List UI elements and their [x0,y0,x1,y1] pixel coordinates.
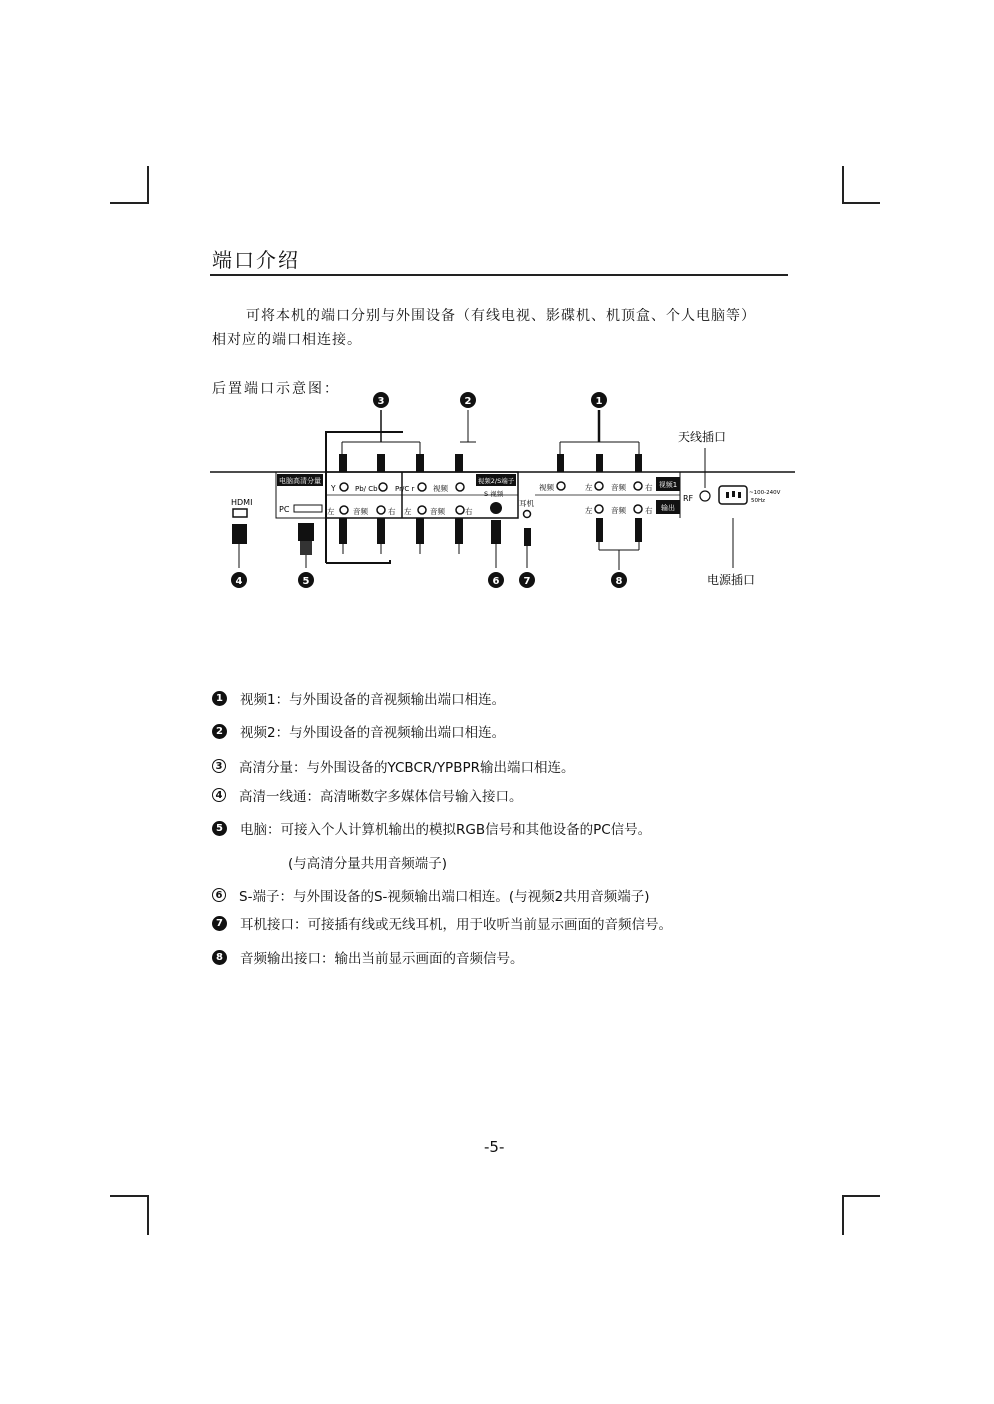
number-badge: 4 [212,788,226,802]
list-item [212,756,574,776]
svg-text:5: 5 [302,576,310,587]
crop-mark-bottom-right-v [842,1195,844,1235]
svg-text:4: 4 [235,576,243,587]
component-header: 电脑高清分量 [279,477,321,485]
pc-label: PC [279,505,290,514]
intro-line-2: 相对应的端口相连接。 [212,332,362,348]
item-text: 耳机接口：可接插有线或无线耳机，用于收听当前显示画面的音频信号。 [240,917,672,933]
item-text: 视频1：与外围设备的音视频输出端口相连。 [240,692,506,708]
svg-text:8: 8 [615,576,623,587]
svg-text:音频: 音频 [611,506,626,515]
svg-text:7: 7 [523,576,531,587]
item-text: S-端子：与外围设备的S-视频输出端口相连。(与视频2共用音频端子) [239,889,650,905]
callout-3 [373,392,389,408]
svg-text:~100-240V: ~100-240V [749,490,781,496]
number-badge: 5 [212,821,227,836]
svg-text:Pb/ Cb: Pb/ Cb [355,485,378,493]
callout-2 [460,392,476,408]
callout-7 [519,572,535,588]
number-badge: 2 [212,724,227,739]
video2-header: 视频2/S端子 [477,477,515,485]
earphone-label: 耳机 [519,499,534,508]
title-divider [210,274,788,276]
pc-shared-audio-note: (与高清分量共用音频端子) [288,856,448,872]
page-number: -5- [484,1138,505,1156]
svg-text:RF: RF [683,494,694,503]
svg-text:视频: 视频 [539,483,554,492]
svg-text:音频: 音频 [353,507,368,516]
list-item [212,688,505,708]
svg-text:2: 2 [464,396,472,407]
list-item [212,785,523,805]
svg-text:左: 左 [327,507,335,516]
list-item [212,947,524,967]
svg-text:右: 右 [645,506,653,515]
item-text: 音频输出接口：输出当前显示画面的音频信号。 [240,951,524,967]
power-label: 电源插口 [707,573,756,587]
list-item [212,913,672,933]
list-item [212,885,650,905]
list-item [212,721,505,741]
callout-8 [611,572,627,588]
number-badge: 1 [212,691,227,706]
number-badge: 3 [212,759,226,773]
rear-ports-diagram [205,388,795,598]
svg-text:右: 右 [645,483,653,492]
svg-text:音频: 音频 [611,483,626,492]
svg-text:左: 左 [585,483,593,492]
crop-mark-top-left-h [110,202,149,204]
crop-mark-bottom-right-h [842,1195,880,1197]
video1-badge: 视频1 [658,481,678,489]
hdmi-label: HDMI [231,498,253,507]
crop-mark-top-right-v [842,166,844,204]
list-item [212,818,651,838]
intro-line-1: 可将本机的端口分别与外围设备（有线电视、影碟机、机顶盒、个人电脑等） [246,308,756,324]
crop-mark-top-right-h [842,202,880,204]
svg-text:右: 右 [388,507,396,516]
number-badge: 7 [212,916,227,931]
svg-text:6: 6 [492,576,500,587]
svg-text:右: 右 [465,507,473,516]
callout-5 [298,572,314,588]
number-badge: 8 [212,950,227,965]
svg-text:Pr/C r: Pr/C r [395,485,415,493]
diagram-caption: 后置端口示意图： [212,381,340,397]
item-text: 电脑：可接入个人计算机输出的模拟RGB信号和其他设备的PC信号。 [240,822,652,838]
callout-1 [591,392,607,408]
svg-text:左: 左 [404,507,412,516]
number-badge: 6 [212,888,226,902]
svg-text:视频: 视频 [433,484,448,493]
item-text: 高清一线通：高清晰数字多媒体信号输入接口。 [239,789,523,805]
svg-text:左: 左 [585,506,593,515]
intro-paragraph [212,304,792,352]
crop-mark-top-left-v [147,166,149,204]
antenna-label: 天线插口 [678,430,727,444]
callout-4 [231,572,247,588]
svg-text:Y: Y [331,484,336,493]
svg-text:S 视频: S 视频 [484,490,504,498]
svg-text:3: 3 [377,396,385,407]
callout-6 [488,572,504,588]
page-title: 端口介绍 [212,248,300,272]
svg-text:音频: 音频 [430,507,445,516]
svg-text:1: 1 [595,396,603,407]
crop-mark-bottom-left-v [147,1195,149,1235]
crop-mark-bottom-left-h [110,1195,149,1197]
item-text: 视频2：与外围设备的音视频输出端口相连。 [240,725,506,741]
item-text: 高清分量：与外围设备的YCBCR/YPBPR输出端口相连。 [239,760,575,776]
svg-text:50Hz: 50Hz [751,498,766,504]
output-badge: 输出 [661,504,675,512]
